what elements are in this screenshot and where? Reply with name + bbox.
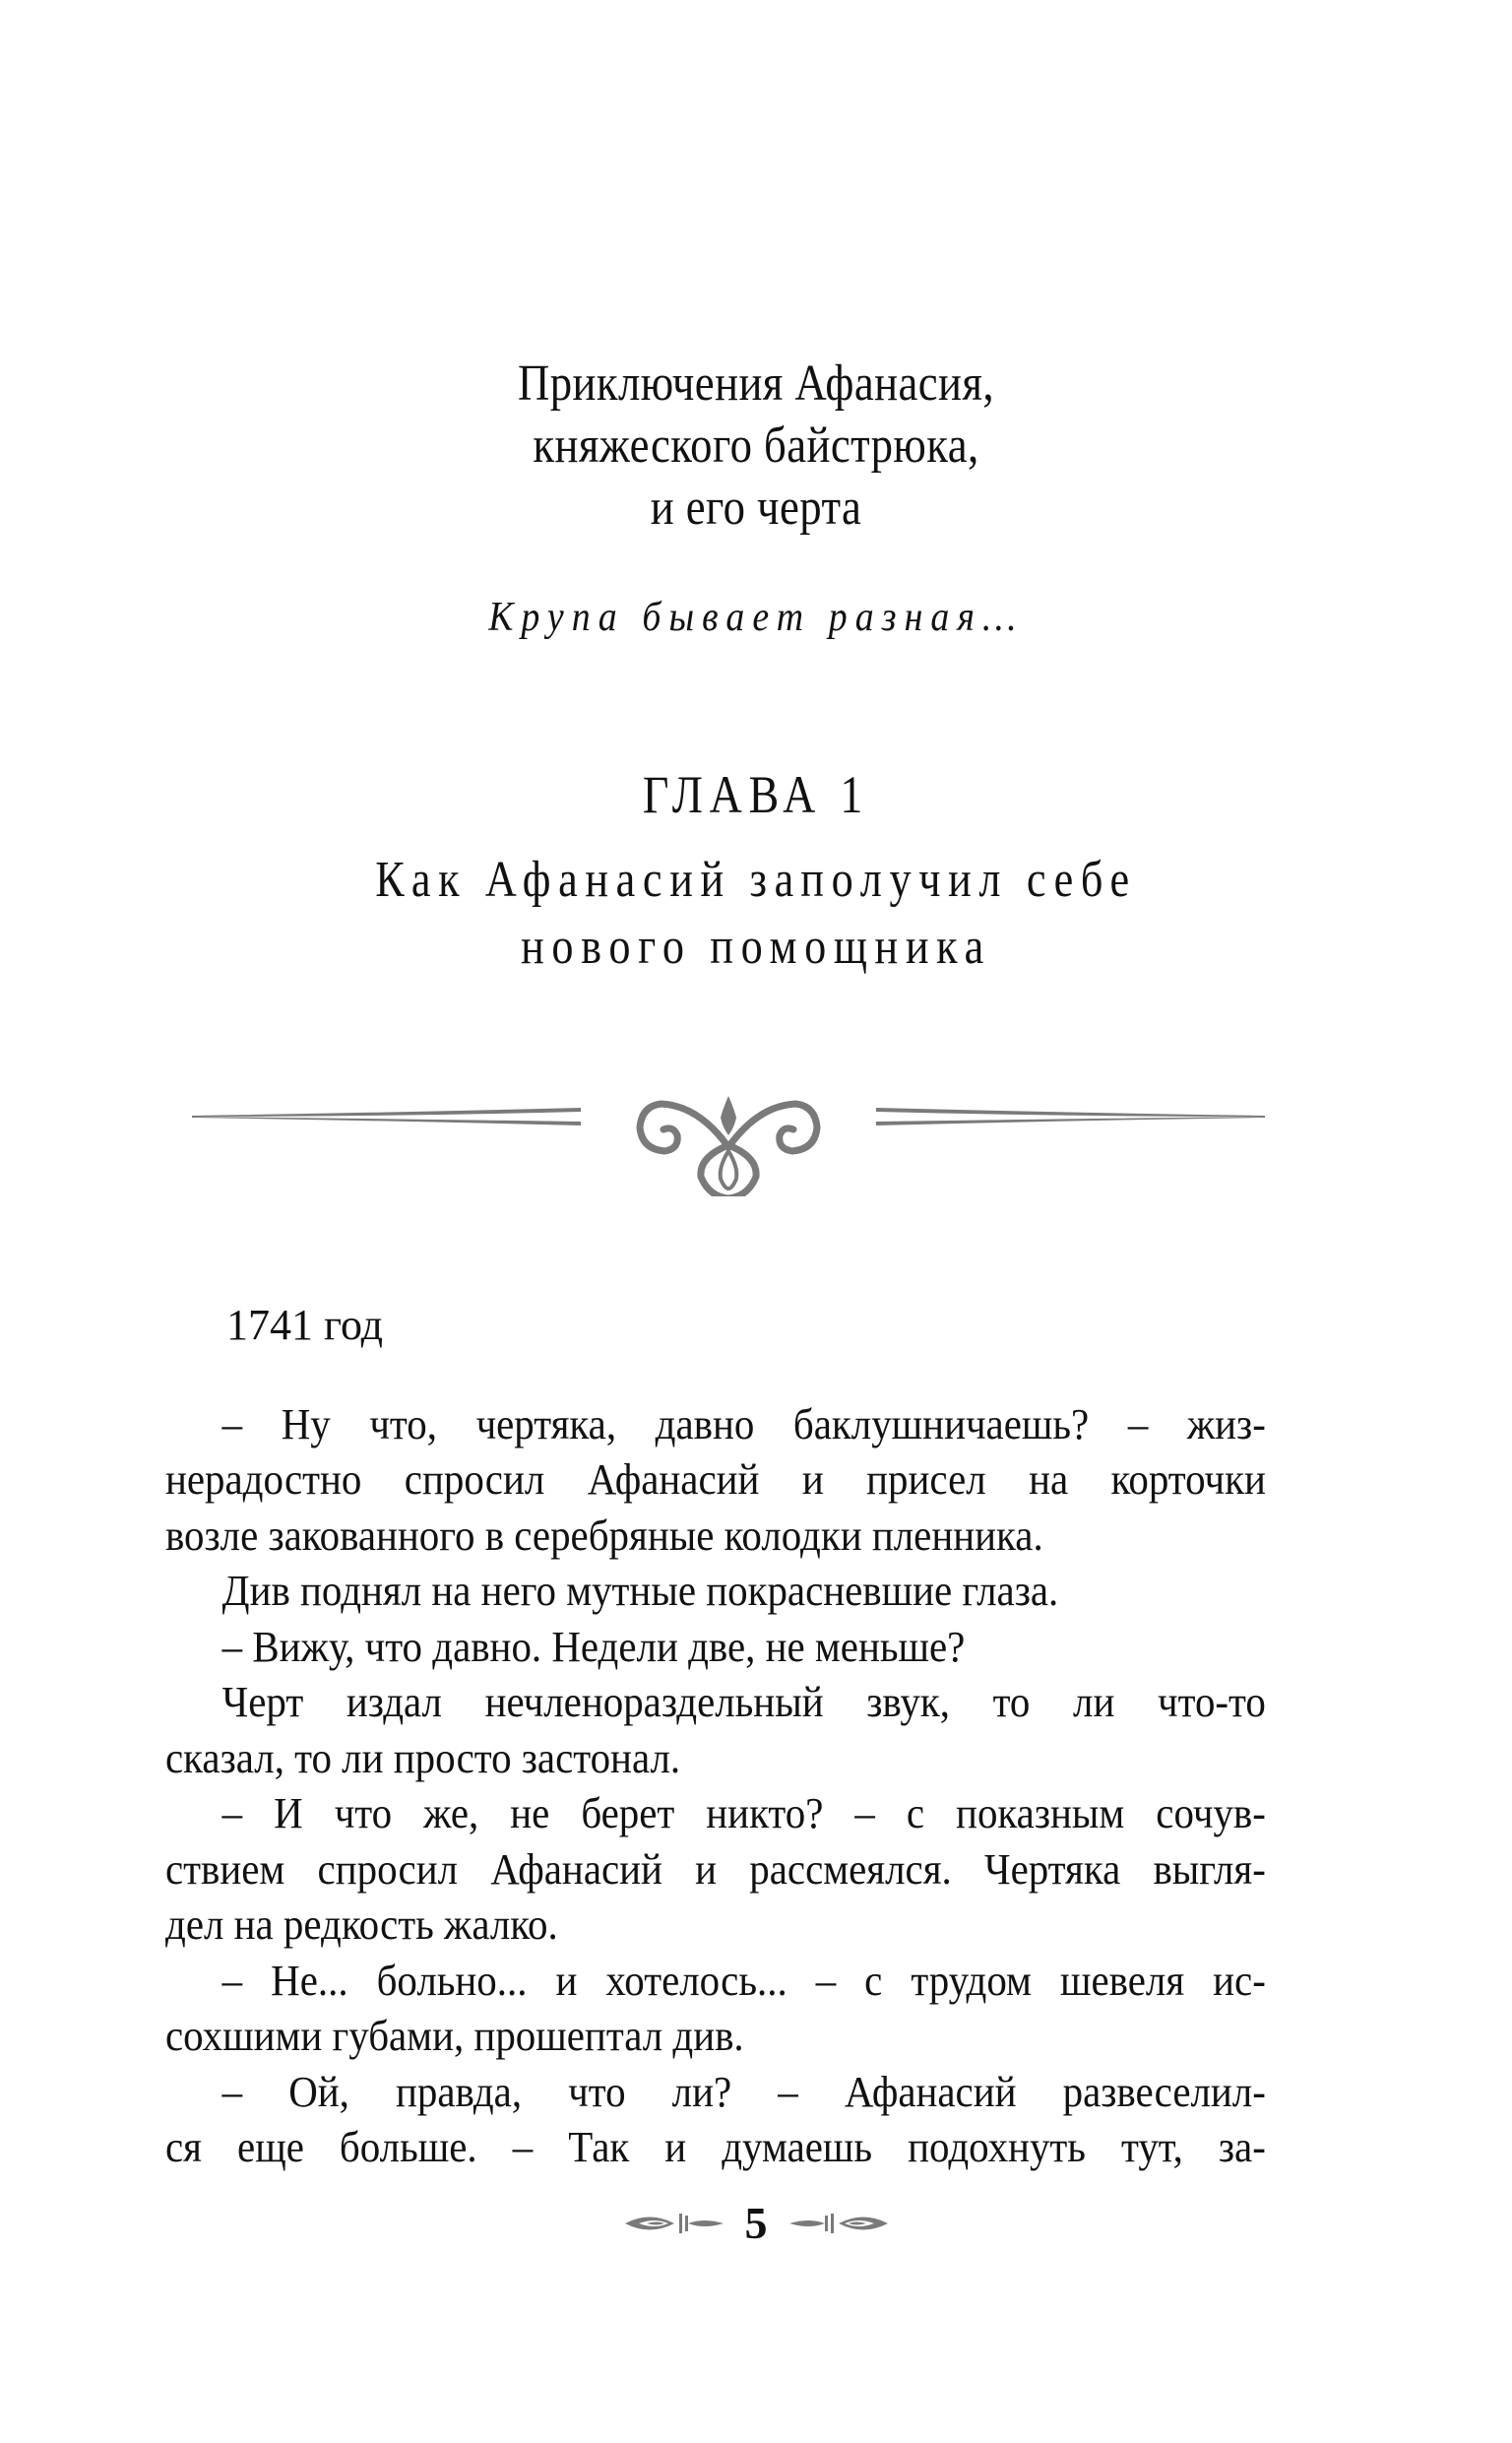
chapter-label: ГЛАВА 1	[642, 765, 870, 824]
chapter-title-line: нового помощника	[521, 919, 991, 975]
body-text	[165, 1298, 1266, 2176]
book-title	[106, 353, 1407, 539]
left-ornament-icon	[625, 2209, 724, 2238]
text-line: сохшими губами, прошептал див.	[165, 2012, 744, 2060]
paragraph-lines	[165, 1397, 1266, 2176]
text-line: возле закованного в серебряные колодки пленника.	[165, 1511, 1043, 1560]
text-line: нерадостно спросил Афанасий и присел на корточки	[165, 1455, 1266, 1504]
text-line: Див поднял на него мутные покрасневшие глаза.	[221, 1567, 1059, 1615]
text-line: – Не... больно... и хотелось... – с трудом шевеля ис-	[221, 1956, 1266, 2005]
right-ornament-icon	[789, 2209, 888, 2238]
text-line: – Ой, правда, что ли? – Афанасий развеселил-	[221, 2067, 1266, 2116]
text-line: ствием спросил Афанасий и рассмеялся. Чертяка выгля-	[165, 1844, 1266, 1894]
book-title-line: и его черта	[650, 480, 862, 536]
text-line: – Вижу, что давно. Недели две, не меньше?	[221, 1622, 966, 1671]
chapter-title	[113, 847, 1399, 981]
page-footer	[0, 2194, 1512, 2253]
text-line: Черт издал нечленораздельный звук, то ли что-то	[221, 1678, 1266, 1726]
epigraph: Крупа бывает разная…	[488, 595, 1024, 640]
text-line: – Ну что, чертяка, давно баклушничаешь? – жиз-	[221, 1399, 1266, 1448]
year-heading: 1741 год	[226, 1301, 384, 1349]
chapter-title-line: Как Афанасий заполучил себе	[375, 852, 1137, 908]
text-line: дел на редкость жалко.	[165, 1900, 558, 1949]
ornamental-divider-icon	[187, 1088, 1270, 1196]
text-line: – И что же, не берет никто? – с показным сочув-	[221, 1789, 1266, 1837]
text-line: ся еще больше. – Так и думаешь подохнуть тут, за-	[165, 2123, 1266, 2171]
text-line: сказал, то ли просто застонал.	[165, 1733, 681, 1782]
page-number: 5	[744, 2198, 768, 2248]
book-title-line: Приключения Афанасия,	[517, 355, 995, 412]
book-title-line: княжеского байстрюка,	[533, 418, 979, 474]
